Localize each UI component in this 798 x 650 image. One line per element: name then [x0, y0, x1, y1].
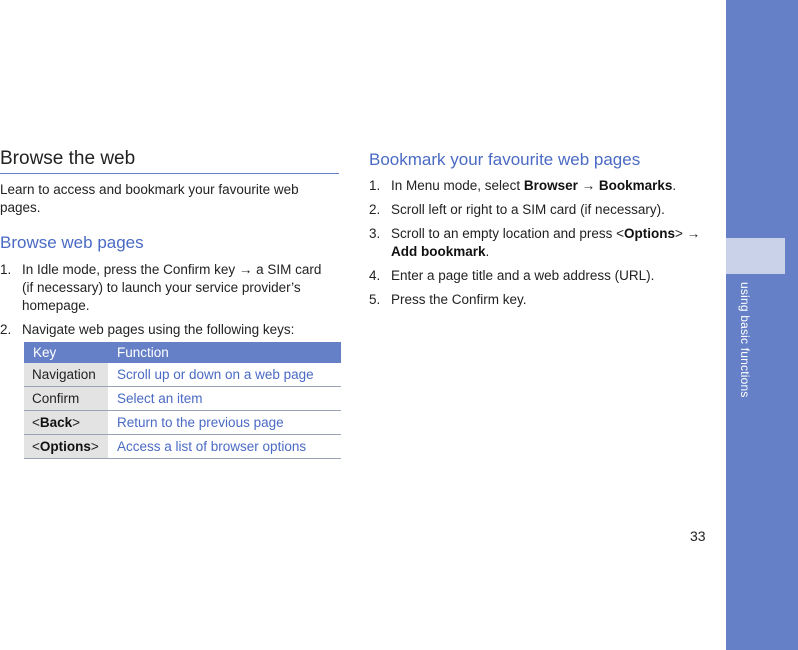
section-intro: Learn to access and bookmark your favourite web pages.	[0, 182, 299, 215]
table-row	[24, 387, 341, 411]
list-item: 2. Navigate web pages using the following keys:	[0, 322, 295, 337]
function-cell: Return to the previous page	[108, 411, 341, 435]
table-header-key: Key	[24, 342, 108, 363]
browse-pages-heading: Browse web pages	[0, 233, 144, 252]
bookmark-steps-list	[369, 177, 714, 315]
key-cell: <Options>	[24, 435, 108, 459]
key-cell: Confirm	[24, 387, 108, 411]
key-cell: <Back>	[24, 411, 108, 435]
list-item: 1. In Menu mode, select Browser → Bookmarks.	[369, 178, 677, 193]
section-title: Browse the web	[0, 148, 339, 174]
side-tab-bar	[726, 0, 798, 650]
function-cell: Select an item	[108, 387, 341, 411]
keys-table	[24, 342, 341, 459]
table-row	[24, 435, 341, 459]
table-row	[24, 363, 341, 387]
list-item: 4. Enter a page title and a web address (URL).	[369, 268, 655, 283]
function-cell: Access a list of browser options	[108, 435, 341, 459]
key-cell: Navigation	[24, 363, 108, 387]
list-item: 1. In Idle mode, press the Confirm key → a SIM card (if necessary) to launch your service provider’s homepage.	[0, 262, 322, 313]
table-header-row	[24, 342, 341, 363]
page-number: 33	[690, 528, 706, 544]
bookmark-heading: Bookmark your favourite web pages	[369, 150, 641, 169]
browse-steps-list	[0, 261, 325, 345]
table-row	[24, 411, 341, 435]
chapter-label: using basic functions	[738, 282, 752, 398]
list-item: 2. Scroll left or right to a SIM card (if necessary).	[369, 202, 665, 217]
list-item: 5. Press the Confirm key.	[369, 292, 527, 307]
function-cell: Scroll up or down on a web page	[108, 363, 341, 387]
table-header-function: Function	[108, 342, 341, 363]
list-item: 3. Scroll to an empty location and press <Options> → Add bookmark.	[369, 226, 701, 259]
side-tab-marker	[726, 238, 785, 274]
